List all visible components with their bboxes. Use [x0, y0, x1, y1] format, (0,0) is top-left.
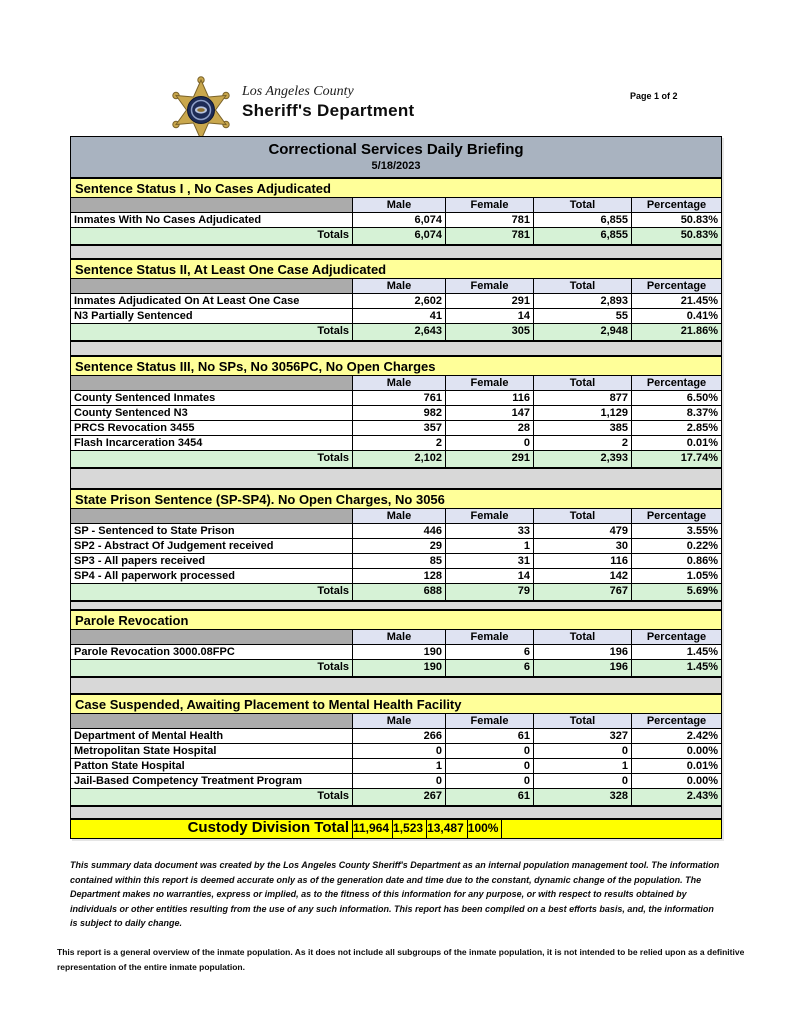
- column-header: Percentage: [632, 714, 721, 728]
- totals-row: [71, 451, 721, 467]
- cell-male: 6,074: [353, 213, 446, 227]
- column-header: Male: [353, 376, 446, 390]
- cell-female: 0: [446, 774, 534, 788]
- column-header-row: [71, 509, 721, 524]
- row-label: Metropolitan State Hospital: [71, 744, 353, 758]
- cell-total: 30: [534, 539, 632, 553]
- totals-label: Totals: [71, 228, 353, 244]
- section-title: Sentence Status I , No Cases Adjudicated: [71, 179, 721, 198]
- data-row: [71, 294, 721, 309]
- cell-male: 190: [353, 645, 446, 659]
- totals-percentage: 50.83%: [632, 228, 721, 244]
- cell-male: 761: [353, 391, 446, 405]
- section-gap: [71, 342, 721, 355]
- totals-female: 291: [446, 451, 534, 467]
- totals-percentage: 2.43%: [632, 789, 721, 805]
- cell-total: 196: [534, 645, 632, 659]
- column-header: Male: [353, 279, 446, 293]
- cell-percentage: 50.83%: [632, 213, 721, 227]
- cell-percentage: 8.37%: [632, 406, 721, 420]
- cell-male: 446: [353, 524, 446, 538]
- totals-female: 781: [446, 228, 534, 244]
- data-row: [71, 569, 721, 584]
- row-label: Parole Revocation 3000.08FPC: [71, 645, 353, 659]
- cell-female: 14: [446, 569, 534, 583]
- column-header: Female: [446, 509, 534, 523]
- section-title: Case Suspended, Awaiting Placement to Mental Health Facility: [71, 695, 721, 714]
- totals-total: 328: [534, 789, 632, 805]
- report-date: 5/18/2023: [371, 160, 421, 172]
- cell-male: 2,602: [353, 294, 446, 308]
- totals-row: [71, 228, 721, 244]
- cell-total: 142: [534, 569, 632, 583]
- totals-female: 6: [446, 660, 534, 676]
- cell-female: 0: [446, 759, 534, 773]
- section-gap: [71, 602, 721, 609]
- cell-male: 128: [353, 569, 446, 583]
- row-label: N3 Partially Sentenced: [71, 309, 353, 323]
- cell-female: 0: [446, 744, 534, 758]
- cell-percentage: 2.85%: [632, 421, 721, 435]
- section-title: State Prison Sentence (SP-SP4). No Open Charges, No 3056: [71, 490, 721, 509]
- totals-row: [71, 660, 721, 676]
- row-label: SP3 - All papers received: [71, 554, 353, 568]
- cell-male: 357: [353, 421, 446, 435]
- data-row: [71, 554, 721, 569]
- totals-row: [71, 789, 721, 805]
- cell-total: 6,855: [534, 213, 632, 227]
- cell-female: 291: [446, 294, 534, 308]
- report-section: [71, 488, 721, 602]
- totals-row: [71, 324, 721, 340]
- column-header-row: [71, 376, 721, 391]
- totals-male: 267: [353, 789, 446, 805]
- data-row: [71, 309, 721, 324]
- totals-total: 767: [534, 584, 632, 600]
- cell-total: 0: [534, 774, 632, 788]
- data-row: [71, 213, 721, 228]
- section-gap: [71, 678, 721, 693]
- row-label: SP - Sentenced to State Prison: [71, 524, 353, 538]
- cell-percentage: 6.50%: [632, 391, 721, 405]
- column-header: Percentage: [632, 630, 721, 644]
- cell-male: 1: [353, 759, 446, 773]
- totals-male: 688: [353, 584, 446, 600]
- cell-percentage: 0.01%: [632, 436, 721, 450]
- row-label: County Sentenced Inmates: [71, 391, 353, 405]
- totals-female: 79: [446, 584, 534, 600]
- row-label: Inmates With No Cases Adjudicated: [71, 213, 353, 227]
- grand-total-percentage: 100%: [468, 820, 503, 838]
- cell-female: 116: [446, 391, 534, 405]
- cell-male: 29: [353, 539, 446, 553]
- column-header: Total: [534, 714, 632, 728]
- page-number: Page 1 of 2: [630, 91, 678, 101]
- data-row: [71, 436, 721, 451]
- cell-percentage: 1.05%: [632, 569, 721, 583]
- data-row: [71, 406, 721, 421]
- row-label: SP4 - All paperwork processed: [71, 569, 353, 583]
- section-gap: [71, 807, 721, 818]
- cell-female: 6: [446, 645, 534, 659]
- totals-label: Totals: [71, 451, 353, 467]
- cell-total: 877: [534, 391, 632, 405]
- column-header: Female: [446, 630, 534, 644]
- cell-percentage: 0.22%: [632, 539, 721, 553]
- data-row: [71, 759, 721, 774]
- row-label: Inmates Adjudicated On At Least One Case: [71, 294, 353, 308]
- column-header: Total: [534, 376, 632, 390]
- row-label: Department of Mental Health: [71, 729, 353, 743]
- grand-total-row: [71, 818, 721, 838]
- totals-percentage: 5.69%: [632, 584, 721, 600]
- cell-total: 385: [534, 421, 632, 435]
- title-band: [71, 137, 721, 177]
- data-row: [71, 391, 721, 406]
- report-title: Correctional Services Daily Briefing: [268, 141, 524, 158]
- cell-total: 0: [534, 744, 632, 758]
- empty-header-cell: [71, 509, 353, 523]
- grand-total-total: 13,487: [427, 820, 468, 838]
- totals-label: Totals: [71, 660, 353, 676]
- cell-total: 116: [534, 554, 632, 568]
- cell-female: 1: [446, 539, 534, 553]
- totals-female: 61: [446, 789, 534, 805]
- section-gap: [71, 469, 721, 488]
- section-title: Sentence Status III, No SPs, No 3056PC, No Open Charges: [71, 357, 721, 376]
- column-header: Total: [534, 279, 632, 293]
- section-title: Parole Revocation: [71, 611, 721, 630]
- agency-name: [242, 84, 415, 121]
- column-header-row: [71, 198, 721, 213]
- cell-total: 2,893: [534, 294, 632, 308]
- cell-total: 1,129: [534, 406, 632, 420]
- column-header: Total: [534, 630, 632, 644]
- report-section: [71, 693, 721, 807]
- grand-total-label: Custody Division Total: [71, 820, 353, 838]
- totals-percentage: 1.45%: [632, 660, 721, 676]
- column-header: Male: [353, 198, 446, 212]
- cell-percentage: 3.55%: [632, 524, 721, 538]
- cell-female: 781: [446, 213, 534, 227]
- totals-male: 2,102: [353, 451, 446, 467]
- data-row: [71, 645, 721, 660]
- report-table: [70, 136, 722, 839]
- column-header: Percentage: [632, 376, 721, 390]
- agency-department-label: Sheriff's Department: [242, 101, 415, 120]
- totals-total: 6,855: [534, 228, 632, 244]
- data-row: [71, 729, 721, 744]
- row-label: Patton State Hospital: [71, 759, 353, 773]
- totals-total: 2,948: [534, 324, 632, 340]
- empty-header-cell: [71, 630, 353, 644]
- column-header: Percentage: [632, 509, 721, 523]
- column-header: Male: [353, 509, 446, 523]
- cell-percentage: 0.00%: [632, 744, 721, 758]
- cell-percentage: 2.42%: [632, 729, 721, 743]
- report-section: [71, 177, 721, 246]
- agency-county-label: Los Angeles County: [242, 84, 354, 99]
- cell-female: 147: [446, 406, 534, 420]
- cell-percentage: 21.45%: [632, 294, 721, 308]
- cell-total: 327: [534, 729, 632, 743]
- empty-header-cell: [71, 714, 353, 728]
- disclaimer-text: This summary data document was created by the Los Angeles County Sheriff's Department as an internal population management tool. The information contained within this report is deemed accurate only as of the generation date and time due to the constant, dynamic change of the population. The Department makes no warranties, express or implied, as to the fitness of this information for any purpose, or with respect to results obtained by individuals or other entities resulting from the use of any such information. This report has been compiled on a best efforts basis, and, the information is subject to daily change.: [70, 860, 720, 928]
- report-section: [71, 258, 721, 342]
- sections-container: [71, 177, 721, 818]
- totals-male: 2,643: [353, 324, 446, 340]
- cell-female: 0: [446, 436, 534, 450]
- totals-male: 190: [353, 660, 446, 676]
- totals-label: Totals: [71, 324, 353, 340]
- cell-total: 1: [534, 759, 632, 773]
- column-header: Male: [353, 630, 446, 644]
- cell-male: 982: [353, 406, 446, 420]
- cell-male: 41: [353, 309, 446, 323]
- totals-label: Totals: [71, 584, 353, 600]
- overview-note: This report is a general overview of the inmate population. As it does not include all subgroups of the inmate population, it is not intended to be relied upon as a definitive representation of the entire inmate population.: [57, 947, 745, 972]
- totals-row: [71, 584, 721, 600]
- row-label: Flash Incarceration 3454: [71, 436, 353, 450]
- report-section: [71, 355, 721, 469]
- data-row: [71, 539, 721, 554]
- totals-percentage: 17.74%: [632, 451, 721, 467]
- data-row: [71, 524, 721, 539]
- totals-total: 196: [534, 660, 632, 676]
- cell-male: 0: [353, 744, 446, 758]
- row-label: SP2 - Abstract Of Judgement received: [71, 539, 353, 553]
- cell-percentage: 0.41%: [632, 309, 721, 323]
- column-header: Total: [534, 198, 632, 212]
- cell-female: 61: [446, 729, 534, 743]
- totals-male: 6,074: [353, 228, 446, 244]
- empty-header-cell: [71, 198, 353, 212]
- cell-total: 2: [534, 436, 632, 450]
- data-row: [71, 744, 721, 759]
- column-header: Female: [446, 279, 534, 293]
- data-row: [71, 421, 721, 436]
- column-header: Female: [446, 198, 534, 212]
- cell-male: 0: [353, 774, 446, 788]
- section-gap: [71, 246, 721, 258]
- totals-female: 305: [446, 324, 534, 340]
- cell-male: 2: [353, 436, 446, 450]
- cell-female: 14: [446, 309, 534, 323]
- row-label: Jail-Based Competency Treatment Program: [71, 774, 353, 788]
- row-label: PRCS Revocation 3455: [71, 421, 353, 435]
- column-header: Total: [534, 509, 632, 523]
- cell-total: 479: [534, 524, 632, 538]
- data-row: [71, 774, 721, 789]
- section-title: Sentence Status II, At Least One Case Adjudicated: [71, 260, 721, 279]
- grand-total-male: 11,964: [353, 820, 393, 838]
- cell-female: 31: [446, 554, 534, 568]
- column-header: Male: [353, 714, 446, 728]
- column-header-row: [71, 714, 721, 729]
- totals-total: 2,393: [534, 451, 632, 467]
- cell-total: 55: [534, 309, 632, 323]
- cell-percentage: 0.86%: [632, 554, 721, 568]
- column-header: Percentage: [632, 279, 721, 293]
- cell-male: 85: [353, 554, 446, 568]
- grand-total-female: 1,523: [393, 820, 427, 838]
- column-header-row: [71, 630, 721, 645]
- column-header: Percentage: [632, 198, 721, 212]
- cell-percentage: 1.45%: [632, 645, 721, 659]
- cell-female: 28: [446, 421, 534, 435]
- cell-male: 266: [353, 729, 446, 743]
- cell-female: 33: [446, 524, 534, 538]
- row-label: County Sentenced N3: [71, 406, 353, 420]
- cell-percentage: 0.00%: [632, 774, 721, 788]
- totals-label: Totals: [71, 789, 353, 805]
- empty-header-cell: [71, 279, 353, 293]
- report-section: [71, 609, 721, 678]
- column-header-row: [71, 279, 721, 294]
- cell-percentage: 0.01%: [632, 759, 721, 773]
- empty-header-cell: [71, 376, 353, 390]
- totals-percentage: 21.86%: [632, 324, 721, 340]
- column-header: Female: [446, 376, 534, 390]
- column-header: Female: [446, 714, 534, 728]
